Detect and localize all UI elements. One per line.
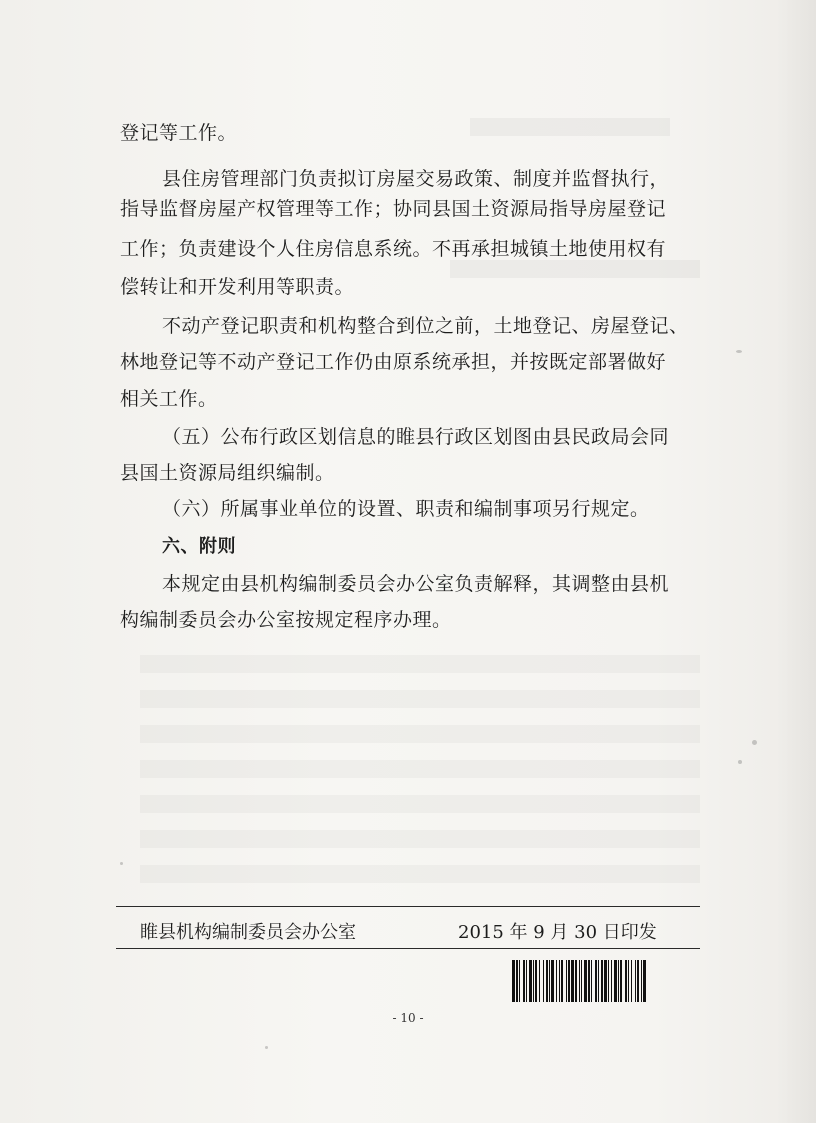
bleed-through-mark <box>140 865 700 883</box>
body-line: 工作；负责建设个人住房信息系统。不再承担城镇土地使用权有 <box>120 238 667 260</box>
scan-speck <box>736 350 742 353</box>
issue-date: 2015 年 9 月 30 日印发 <box>458 922 657 943</box>
barcode-image <box>512 960 688 1002</box>
body-line: 偿转让和开发利用等职责。 <box>120 276 355 298</box>
issuer-name: 睢县机构编制委员会办公室 <box>140 922 356 943</box>
bleed-through-mark <box>140 830 700 848</box>
body-line: 构编制委员会办公室按规定程序办理。 <box>120 609 452 631</box>
footer-top-rule <box>116 906 700 907</box>
bleed-through-mark <box>140 760 700 778</box>
body-line: （六）所属事业单位的设置、职责和编制事项另行规定。 <box>162 498 650 520</box>
body-line: 林地登记等不动产登记工作仍由原系统承担，并按既定部署做好 <box>120 351 667 373</box>
body-line: 本规定由县机构编制委员会办公室负责解释，其调整由县机 <box>162 573 670 595</box>
body-line: 县国土资源局组织编制。 <box>120 462 335 484</box>
bleed-through-mark <box>470 118 670 136</box>
section-heading: 六、附则 <box>162 536 236 557</box>
body-line: 登记等工作。 <box>120 122 238 144</box>
page-number: - 10 - <box>392 1011 424 1025</box>
body-line: 不动产登记职责和机构整合到位之前，土地登记、房屋登记、 <box>162 315 689 337</box>
scan-speck <box>265 1046 268 1049</box>
bleed-through-mark <box>140 795 700 813</box>
body-line: 县住房管理部门负责拟订房屋交易政策、制度并监督执行， <box>162 168 670 190</box>
body-line: 指导监督房屋产权管理等工作；协同县国土资源局指导房屋登记 <box>120 198 667 220</box>
bleed-through-mark <box>450 260 700 278</box>
body-line: 相关工作。 <box>120 388 218 410</box>
body-line: （五）公布行政区划信息的睢县行政区划图由县民政局会同 <box>162 426 670 448</box>
footer-bottom-rule <box>116 948 700 949</box>
page-edge-shadow <box>776 0 816 1123</box>
scan-speck <box>752 740 757 745</box>
bleed-through-mark <box>140 655 700 673</box>
scan-speck <box>738 760 742 764</box>
bleed-through-mark <box>140 725 700 743</box>
bleed-through-mark <box>140 690 700 708</box>
scan-speck <box>120 862 123 865</box>
